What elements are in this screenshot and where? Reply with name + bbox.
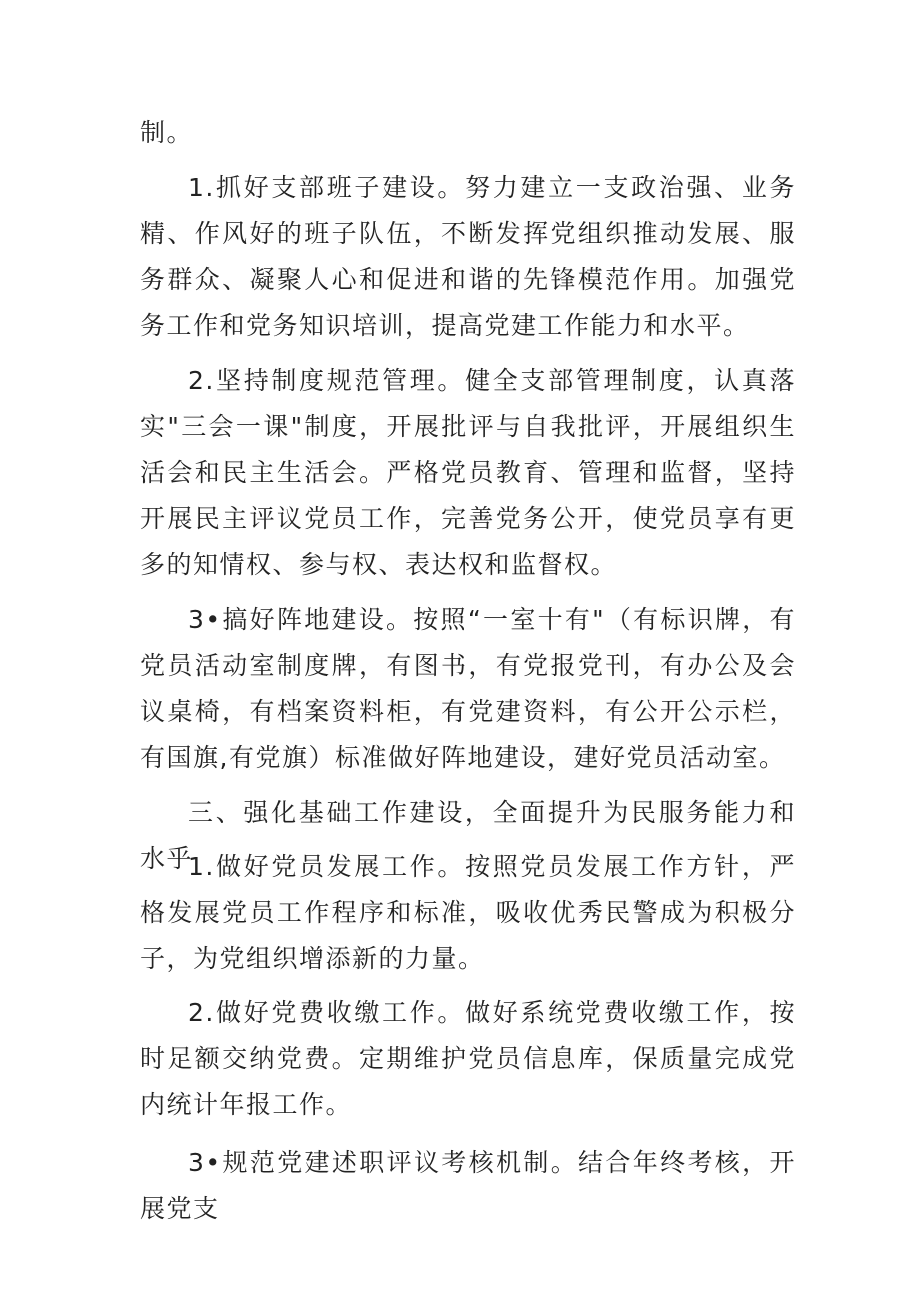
paragraph-position-building: 3•搞好阵地建设。按照“一室十有"（有标识牌，有党员活动室制度牌，有图书，有党报党刊，有办公及会议桌椅，有档案资料柜，有党建资料，有公开公示栏，有国旗,有党旗）标准做好阵地建设，建好党员活动室。 — [140, 605, 796, 772]
paragraph-system-management: 2.坚持制度规范管理。健全支部管理制度，认真落实"三会一课"制度，开展批评与自我批评，开展组织生活会和民主生活会。严格党员教育、管理和监督，坚持开展民主评议党员工作，完善党务公开，使党员享有更多的知情权、参与权、表达权和监督权。 — [140, 366, 796, 579]
paragraph-branch-team: 1.抓好支部班子建设。努力建立一支政治强、业务精、作风好的班子队伍，不断发挥党组织推动发展、服务群众、凝聚人心和促进和谐的先锋模范作用。加强党务工作和党务知识培训，提高党建工作能力和水平。 — [140, 173, 796, 340]
section-heading-three: 三、强化基础工作建设，全面提升为民服务能力和水乎 — [140, 798, 796, 873]
paragraph-party-dues: 2.做好党费收缴工作。做好系统党费收缴工作，按时足额交纳党费。定期维护党员信息库，保质量完成党内统计年报工作。 — [140, 998, 796, 1119]
paragraph-evaluation-mechanism: 3•规范党建述职评议考核机制。结合年终考核，开展党支 — [140, 1148, 796, 1223]
paragraph-continuation: 制。 — [140, 118, 194, 147]
paragraph-member-development: 1.做好党员发展工作。按照党员发展工作方针，严格发展党员工作程序和标准，吸收优秀民警成为积极分子，为党组织增添新的力量。 — [140, 852, 796, 973]
